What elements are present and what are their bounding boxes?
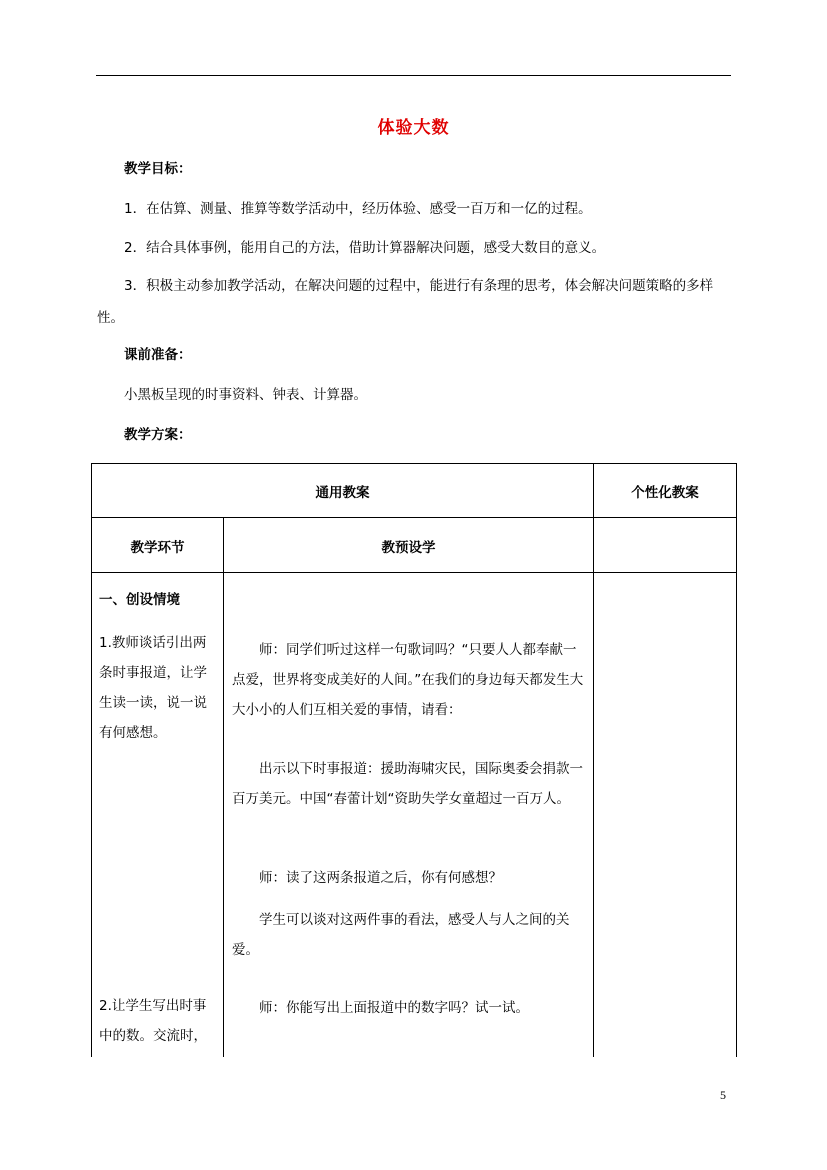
table-divider-personal: [593, 463, 594, 1057]
design-para-3: 师：读了这两条报道之后，你有何感想？: [259, 870, 502, 886]
prep-text: 小黑板呈现的时事资料、钟表、计算器。: [124, 387, 367, 403]
objective-1: 1．在估算、测量、推算等数学活动中，经历体验、感受一百万和一亿的过程。: [124, 201, 592, 217]
table-border-top: [91, 463, 737, 464]
objectives-heading: 教学目标：: [124, 161, 192, 177]
step-1: 1.教师谈话引出两条时事报道，让学生读一读，说一说有何感想。: [99, 635, 207, 741]
col-design: 教预设学: [381, 540, 436, 556]
table-rule-2: [91, 572, 737, 573]
table-rule-1: [91, 517, 737, 518]
table-border-right: [736, 463, 737, 1057]
design-para-1: 师：同学们听过这样一句歌词吗？“只要人人都奉献一点爱，世界将变成美好的人间。”在我们的身边每天都发生大大小小的人们互相关爱的事情，请看：: [232, 642, 584, 718]
plan-heading: 教学方案：: [124, 427, 192, 443]
prep-heading: 课前准备：: [124, 347, 192, 363]
col-stage: 教学环节: [130, 540, 185, 556]
objective-2: 2．结合具体事例，能用自己的方法，借助计算器解决问题，感受大数目的意义。: [124, 240, 606, 256]
header-general: 通用教案: [315, 485, 370, 501]
design-para-5: 师：你能写出上面报道中的数字吗？试一试。: [259, 1000, 529, 1016]
table-divider-stage: [223, 517, 224, 1057]
section-title: 一、创设情境: [99, 592, 180, 608]
header-rule: [96, 75, 731, 76]
page-title: 体验大数: [377, 118, 450, 138]
design-para-2: 出示以下时事报道：援助海啸灾民，国际奥委会捐款一百万美元。中国“春蕾计划“资助失学女童超过一百万人。: [232, 761, 583, 807]
page-number: 5: [720, 1088, 726, 1102]
step-2: 2.让学生写出时事中的数。交流时，: [99, 998, 207, 1044]
objective-3: 3．积极主动参加教学活动，在解决问题的过程中，能进行有条理的思考，体会解决问题策略的多样性。: [97, 278, 714, 326]
header-personal: 个性化教案: [631, 485, 699, 501]
design-para-4: 学生可以谈对这两件事的看法，感受人与人之间的关爱。: [232, 912, 570, 958]
